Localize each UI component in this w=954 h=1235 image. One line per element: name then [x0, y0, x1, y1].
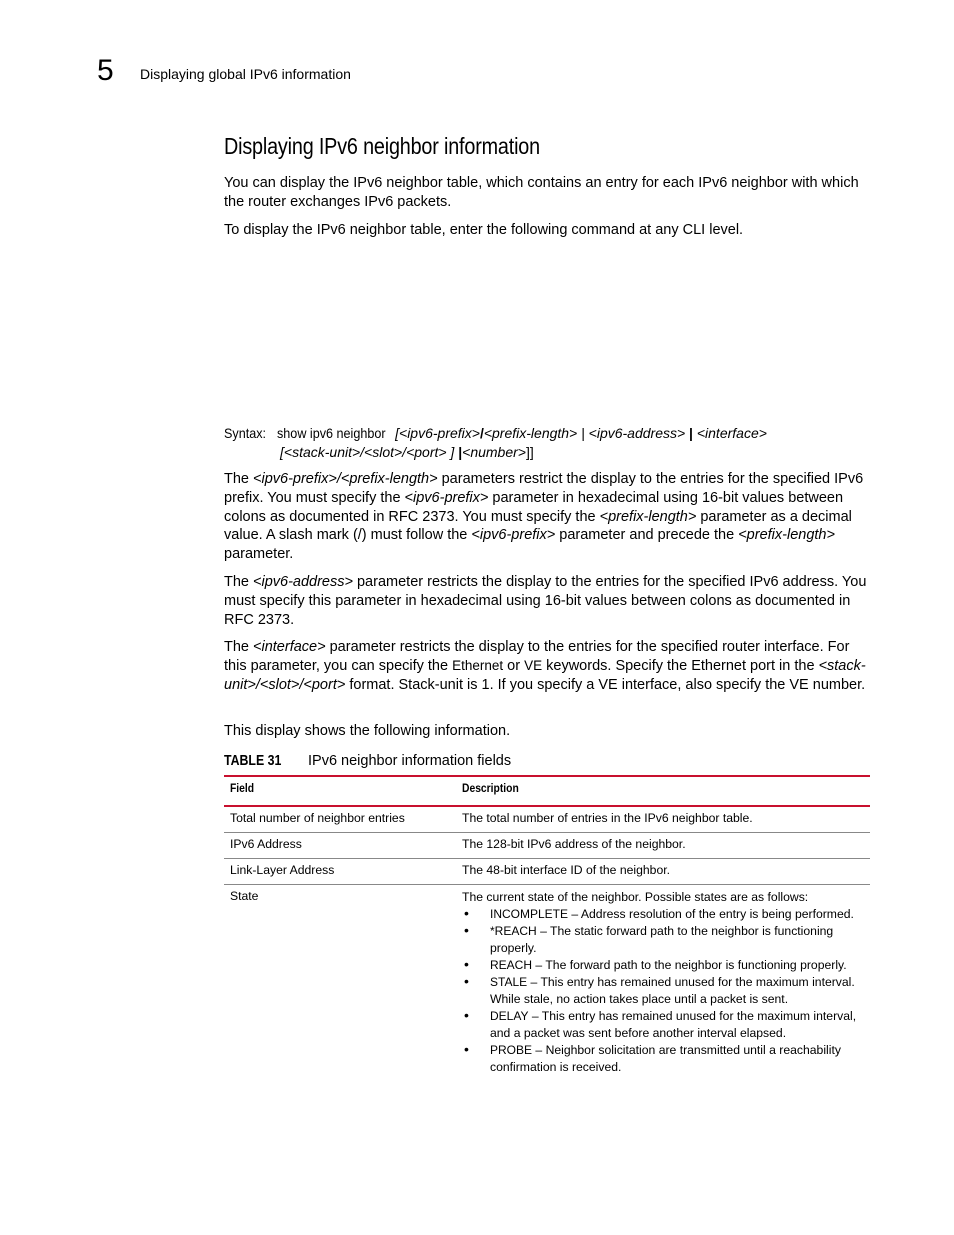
syntax-slash: /: [479, 425, 484, 441]
bullet-icon: •: [464, 905, 469, 921]
table-row: [224, 859, 870, 884]
keyword-ethernet: Ethernet: [452, 657, 504, 673]
list-item: [462, 923, 870, 957]
cell-description: [462, 889, 870, 1076]
intro-paragraph-2: To display the IPv6 neighbor table, enter the following command at any CLI level.: [224, 222, 744, 238]
text: parameter restricts the display to the entries for the specified router interface. For this parameter, you can specify the: [224, 639, 850, 674]
bullet-icon: •: [464, 922, 469, 938]
syntax-close: ]]: [525, 443, 534, 460]
text: parameters restrict the display to the entries for the specified IPv6 prefix. You must specify the: [224, 471, 864, 506]
syntax-prefix-length: <prefix-length> | <ipv6-address>: [483, 425, 686, 441]
cell-description: The 128-bit IPv6 address of the neighbor.: [462, 837, 686, 851]
fields-table: [224, 775, 870, 1080]
syntax-command: show ipv6 neighbor: [276, 425, 386, 441]
table-label: TABLE 31: [224, 753, 282, 769]
syntax-port: [<stack-unit>/<slot>/<port> ]: [280, 443, 455, 460]
cell-field: Total number of neighbor entries: [230, 811, 405, 825]
bullet-icon: •: [464, 973, 469, 989]
list-item: [462, 957, 870, 974]
param-name: <stack-unit>/<slot>/<port>: [224, 657, 866, 693]
param-name: <interface>: [253, 639, 326, 655]
display-paragraph: This display shows the following information.: [224, 723, 511, 739]
state-term: DELAY: [490, 1009, 529, 1023]
text: or: [503, 657, 525, 674]
text: The: [224, 574, 254, 590]
prefix-paragraph: [224, 470, 870, 564]
param-name: <prefix-length>: [599, 508, 697, 525]
state-term: REACH: [490, 958, 533, 972]
state-term: STALE: [490, 975, 528, 989]
text: parameter.: [224, 546, 294, 563]
text: parameter and precede the: [555, 527, 739, 544]
state-list: [462, 906, 870, 1076]
state-term: INCOMPLETE: [490, 907, 569, 921]
text: The: [224, 471, 254, 487]
cell-field: State: [230, 889, 259, 903]
state-term: PROBE: [490, 1043, 533, 1057]
param-name: <prefix-length>: [738, 527, 835, 544]
section-heading: Displaying IPv6 neighbor information: [224, 133, 540, 159]
cell-field: Link-Layer Address: [230, 863, 335, 877]
list-item: [462, 906, 870, 923]
table-header-row: [224, 777, 870, 805]
text: parameter in hexadecimal using 16-bit values between colons as documented in RFC 2373. You must specify the: [224, 489, 844, 525]
table-title: IPv6 neighbor information fields: [308, 753, 512, 769]
text: format. Stack-unit is 1. If you specify a VE interface, also specify the VE number.: [345, 676, 866, 693]
text: The: [224, 639, 254, 655]
state-text: – This entry has remained unused for the maximum interval, and a packet was sent before another interval elapsed.: [490, 1009, 857, 1040]
intro-paragraph-1: You can display the IPv6 neighbor table, which contains an entry for each IPv6 neighbor with which the router exchanges IPv6 packets.: [224, 175, 859, 210]
keyword-ve: VE: [524, 657, 543, 673]
running-header: Displaying global IPv6 information: [140, 66, 351, 82]
bullet-icon: •: [464, 956, 469, 972]
state-text: – This entry has remained unused for the maximum interval. While stale, no action takes place until a packet is sent.: [490, 975, 855, 1006]
syntax-line: [224, 424, 870, 462]
state-intro: The current state of the neighbor. Possible states are as follows:: [462, 890, 809, 904]
text: parameter as a decimal value. A slash mark (/) must follow the: [224, 508, 852, 544]
syntax-label: Syntax:: [224, 425, 267, 441]
bullet-icon: •: [464, 1041, 469, 1057]
syntax-pipe: |: [689, 425, 693, 441]
cell-description: The 48-bit interface ID of the neighbor.: [462, 863, 670, 877]
text: keywords. Specify the Ethernet port in the: [542, 657, 819, 674]
syntax-pipe-2: |: [458, 443, 463, 460]
header-field: Field: [230, 781, 255, 795]
state-text: – The forward path to the neighbor is functioning properly.: [532, 958, 847, 972]
list-item: [462, 974, 870, 1008]
address-paragraph: [224, 573, 870, 629]
text: parameter restricts the display to the entries for the specified IPv6 address. You must specify this parameter in hexadecimal using 16-bit values between colons as documented in RFC 2373.: [224, 574, 867, 628]
param-name: <ipv6-prefix>: [471, 527, 556, 544]
state-term: *REACH: [490, 924, 537, 938]
param-name: <ipv6-prefix>/<prefix-length>: [253, 471, 438, 487]
state-text: – Address resolution of the entry is being performed.: [568, 907, 854, 921]
table-caption: [224, 753, 511, 769]
list-item: [462, 1008, 870, 1042]
syntax-number: <number>: [462, 443, 526, 460]
state-text: – The static forward path to the neighbor is functioning properly.: [490, 924, 834, 955]
bullet-icon: •: [464, 1007, 469, 1023]
interface-paragraph: [224, 638, 870, 694]
param-name: <ipv6-address>: [253, 574, 353, 590]
cell-field: IPv6 Address: [230, 837, 302, 851]
table-row: [224, 833, 870, 858]
table-row: [224, 885, 870, 1080]
param-name: <ipv6-prefix>: [404, 489, 489, 506]
syntax-interface: <interface>: [696, 425, 767, 441]
cell-description: The total number of entries in the IPv6 neighbor table.: [462, 811, 753, 825]
chapter-number: 5: [97, 54, 114, 87]
state-text: – Neighbor solicitation are transmitted until a reachability confirmation is received.: [490, 1043, 841, 1074]
syntax-ipv6-prefix: [<ipv6-prefix>: [395, 425, 480, 441]
table-row: [224, 807, 870, 832]
header-description: Description: [462, 781, 519, 795]
list-item: [462, 1042, 870, 1076]
